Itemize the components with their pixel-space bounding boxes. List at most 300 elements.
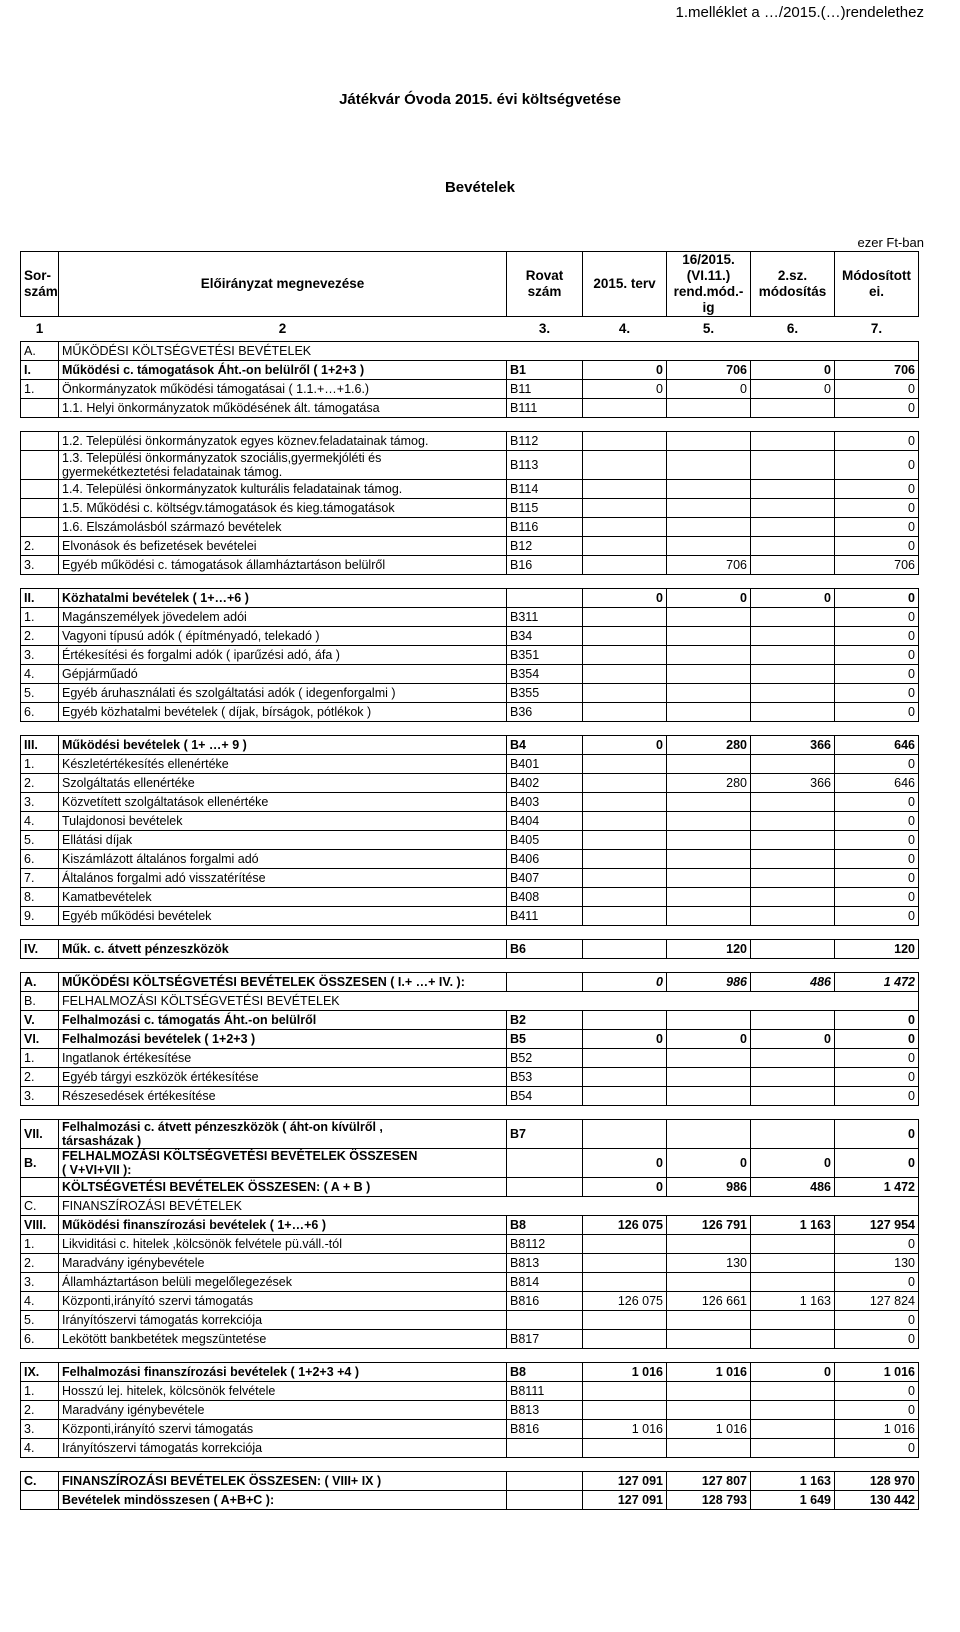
row-number: 1. — [21, 1235, 59, 1254]
row-description: Egyéb áruhasználati és szolgáltatási adók ( idegenforgalmi ) — [59, 684, 507, 703]
value-modositas — [751, 537, 835, 556]
value-modositas — [751, 1401, 835, 1420]
rovat-code: B402 — [507, 774, 583, 793]
row-description: 1.6. Elszámolásból származó bevételek — [59, 518, 507, 537]
spacer-row — [21, 418, 919, 432]
rovat-code: B8111 — [507, 1382, 583, 1401]
value-modositas — [751, 1087, 835, 1106]
value-modositas: 0 — [751, 1030, 835, 1049]
value-modositott: 646 — [835, 736, 919, 755]
rovat-code: B407 — [507, 869, 583, 888]
value-modositott: 1 016 — [835, 1363, 919, 1382]
rovat-code: B411 — [507, 907, 583, 926]
value-terv — [583, 1311, 667, 1330]
row-description: Kamatbevételek — [59, 888, 507, 907]
rovat-code: B111 — [507, 399, 583, 418]
value-modositas — [751, 432, 835, 451]
row-number: 4. — [21, 1439, 59, 1458]
value-modositas: 0 — [751, 1363, 835, 1382]
rovat-code — [507, 1149, 583, 1178]
value-modositott: 0 — [835, 1087, 919, 1106]
table-row — [21, 646, 919, 665]
value-terv — [583, 399, 667, 418]
rovat-code: B2 — [507, 1011, 583, 1030]
value-terv — [583, 518, 667, 537]
row-description: KÖLTSÉGVETÉSI BEVÉTELEK ÖSSZESEN: ( A + B ) — [59, 1178, 507, 1197]
value-modositott: 706 — [835, 361, 919, 380]
table-row — [21, 869, 919, 888]
value-modositas — [751, 703, 835, 722]
rovat-code: B54 — [507, 1087, 583, 1106]
row-number: 6. — [21, 703, 59, 722]
rovat-code — [507, 1472, 583, 1491]
rovat-code — [507, 1311, 583, 1330]
value-modositas — [751, 1330, 835, 1349]
row-number — [21, 480, 59, 499]
value-rendmod — [667, 907, 751, 926]
table-row — [21, 499, 919, 518]
value-modositott: 1 016 — [835, 1420, 919, 1439]
row-description: Kiszámlázott általános forgalmi adó — [59, 850, 507, 869]
value-modositas — [751, 1049, 835, 1068]
value-modositas — [751, 1311, 835, 1330]
row-description: Értékesítési és forgalmi adók ( iparűzési adó, áfa ) — [59, 646, 507, 665]
document-title: Játékvár Óvoda 2015. évi költségvetése — [339, 91, 621, 108]
row-description: Működési c. támogatások Áht.-on belülről ( 1+2+3 ) — [59, 361, 507, 380]
value-rendmod — [667, 1273, 751, 1292]
value-modositott: 0 — [835, 812, 919, 831]
value-modositas: 0 — [751, 589, 835, 608]
value-modositas: 1 163 — [751, 1216, 835, 1235]
row-number: 2. — [21, 1254, 59, 1273]
value-modositas: 1 163 — [751, 1472, 835, 1491]
spacer-row — [21, 722, 919, 736]
value-rendmod: 280 — [667, 736, 751, 755]
row-number: 1. — [21, 755, 59, 774]
rovat-code: B817 — [507, 1330, 583, 1349]
value-modositott: 0 — [835, 1120, 919, 1149]
row-number: C. — [21, 1472, 59, 1491]
value-rendmod — [667, 518, 751, 537]
rovat-code: B53 — [507, 1068, 583, 1087]
row-description: Központi,irányító szervi támogatás — [59, 1420, 507, 1439]
rovat-code: B814 — [507, 1273, 583, 1292]
row-number: II. — [21, 589, 59, 608]
table-row — [21, 774, 919, 793]
value-modositott: 0 — [835, 1311, 919, 1330]
rovat-code: B406 — [507, 850, 583, 869]
value-modositas: 366 — [751, 774, 835, 793]
column-number-row — [21, 317, 919, 342]
rovat-code: B11 — [507, 380, 583, 399]
spacer-cell — [21, 418, 919, 432]
row-number: 3. — [21, 646, 59, 665]
table-row — [21, 755, 919, 774]
value-rendmod — [667, 1382, 751, 1401]
value-modositott: 0 — [835, 499, 919, 518]
value-modositas — [751, 1254, 835, 1273]
value-modositott: 0 — [835, 589, 919, 608]
value-terv — [583, 1254, 667, 1273]
header-terv: 2015. terv — [583, 252, 667, 317]
header-megnevezes: Előirányzat megnevezése — [59, 252, 507, 317]
table-row — [21, 556, 919, 575]
rovat-code: B34 — [507, 627, 583, 646]
value-modositas — [751, 627, 835, 646]
value-modositas: 486 — [751, 973, 835, 992]
value-modositas — [751, 499, 835, 518]
row-number: A. — [21, 973, 59, 992]
table-row — [21, 1472, 919, 1491]
value-modositas — [751, 1120, 835, 1149]
row-number: A. — [21, 342, 59, 361]
colnum: 7. — [870, 321, 883, 336]
value-rendmod: 280 — [667, 774, 751, 793]
rovat-code: B816 — [507, 1420, 583, 1439]
rovat-code: B8 — [507, 1363, 583, 1382]
table-body — [21, 342, 919, 1510]
row-description: 1.2. Települési önkormányzatok egyes köznev.feladatainak támog. — [59, 432, 507, 451]
value-modositas — [751, 755, 835, 774]
value-modositas: 1 163 — [751, 1292, 835, 1311]
row-description: Működési bevételek ( 1+ …+ 9 ) — [59, 736, 507, 755]
row-number: 3. — [21, 1273, 59, 1292]
row-description: 1.4. Települési önkormányzatok kulturális feladatainak támog. — [59, 480, 507, 499]
row-number: 5. — [21, 831, 59, 850]
rovat-code: B1 — [507, 361, 583, 380]
row-number: 9. — [21, 907, 59, 926]
value-terv: 0 — [583, 1030, 667, 1049]
table-row — [21, 1216, 919, 1235]
value-modositas — [751, 888, 835, 907]
table-row — [21, 1311, 919, 1330]
value-modositas — [751, 608, 835, 627]
spacer-row — [21, 575, 919, 589]
row-description: Közhatalmi bevételek ( 1+…+6 ) — [59, 589, 507, 608]
row-number — [21, 432, 59, 451]
value-rendmod: 0 — [667, 380, 751, 399]
value-rendmod: 128 793 — [667, 1491, 751, 1510]
value-terv — [583, 888, 667, 907]
value-terv — [583, 774, 667, 793]
row-description: 1.5. Működési c. költségv.támogatások és kieg.támogatások — [59, 499, 507, 518]
section-heading-row — [21, 992, 919, 1011]
value-modositott: 130 — [835, 1254, 919, 1273]
row-number: 4. — [21, 1292, 59, 1311]
value-rendmod: 706 — [667, 361, 751, 380]
rovat-code — [507, 1439, 583, 1458]
value-modositott: 646 — [835, 774, 919, 793]
table-row — [21, 589, 919, 608]
row-description: Részesedések értékesítése — [59, 1087, 507, 1106]
row-number: 3. — [21, 1420, 59, 1439]
rovat-code: B114 — [507, 480, 583, 499]
row-number — [21, 1491, 59, 1510]
value-rendmod — [667, 1049, 751, 1068]
rovat-code: B403 — [507, 793, 583, 812]
value-rendmod — [667, 831, 751, 850]
value-rendmod — [667, 812, 751, 831]
value-modositott: 0 — [835, 432, 919, 451]
row-number — [21, 499, 59, 518]
value-modositott: 128 970 — [835, 1472, 919, 1491]
row-description: Ellátási díjak — [59, 831, 507, 850]
table-row — [21, 399, 919, 418]
document-subtitle: Bevételek — [444, 179, 516, 196]
value-terv: 0 — [583, 973, 667, 992]
value-terv — [583, 940, 667, 959]
value-modositas — [751, 451, 835, 480]
header-sorszam: Sor- szám — [21, 252, 59, 317]
value-modositott: 0 — [835, 1273, 919, 1292]
value-modositott: 127 824 — [835, 1292, 919, 1311]
rovat-code: B16 — [507, 556, 583, 575]
row-number: I. — [21, 361, 59, 380]
value-modositas — [751, 1273, 835, 1292]
value-terv: 0 — [583, 589, 667, 608]
table-row — [21, 1149, 919, 1178]
value-modositas — [751, 1068, 835, 1087]
value-terv: 0 — [583, 361, 667, 380]
spacer-cell — [21, 959, 919, 973]
value-rendmod: 126 791 — [667, 1216, 751, 1235]
row-number: IV. — [21, 940, 59, 959]
row-description: Önkormányzatok működési támogatásai ( 1.1.+…+1.6.) — [59, 380, 507, 399]
value-rendmod — [667, 703, 751, 722]
table-row — [21, 537, 919, 556]
value-rendmod — [667, 480, 751, 499]
value-modositott: 0 — [835, 1011, 919, 1030]
table-row — [21, 1068, 919, 1087]
row-description: Vagyoni típusú adók ( építményadó, telekadó ) — [59, 627, 507, 646]
value-terv — [583, 907, 667, 926]
value-terv — [583, 869, 667, 888]
spacer-row — [21, 1458, 919, 1472]
value-modositott: 0 — [835, 627, 919, 646]
value-modositas — [751, 518, 835, 537]
value-terv: 1 016 — [583, 1420, 667, 1439]
row-description: Szolgáltatás ellenértéke — [59, 774, 507, 793]
row-number: 2. — [21, 774, 59, 793]
value-rendmod: 986 — [667, 1178, 751, 1197]
table-row — [21, 432, 919, 451]
value-rendmod: 0 — [667, 1149, 751, 1178]
value-modositas — [751, 399, 835, 418]
value-modositott: 0 — [835, 399, 919, 418]
value-terv — [583, 1439, 667, 1458]
value-modositas: 366 — [751, 736, 835, 755]
row-description: Felhalmozási finanszírozási bevételek ( 1+2+3 +4 ) — [59, 1363, 507, 1382]
row-description: Készletértékesítés ellenértéke — [59, 755, 507, 774]
value-modositott: 0 — [835, 888, 919, 907]
table-row — [21, 518, 919, 537]
value-modositott: 0 — [835, 1330, 919, 1349]
value-terv — [583, 1068, 667, 1087]
value-terv — [583, 703, 667, 722]
value-rendmod — [667, 627, 751, 646]
value-modositott: 0 — [835, 1149, 919, 1178]
value-modositott: 0 — [835, 793, 919, 812]
rovat-code: B4 — [507, 736, 583, 755]
value-modositas — [751, 793, 835, 812]
value-modositas — [751, 1382, 835, 1401]
value-modositott: 0 — [835, 518, 919, 537]
value-modositott: 0 — [835, 608, 919, 627]
rovat-code: B408 — [507, 888, 583, 907]
value-terv — [583, 1120, 667, 1149]
value-terv — [583, 831, 667, 850]
spacer-cell — [21, 1349, 919, 1363]
table-row — [21, 812, 919, 831]
row-description: Egyéb működési c. támogatások államháztartáson belülről — [59, 556, 507, 575]
value-modositas: 0 — [751, 361, 835, 380]
value-rendmod — [667, 1011, 751, 1030]
rovat-code — [507, 973, 583, 992]
value-modositas: 0 — [751, 1149, 835, 1178]
value-rendmod — [667, 608, 751, 627]
value-modositas — [751, 1420, 835, 1439]
value-modositas — [751, 480, 835, 499]
table-row — [21, 627, 919, 646]
row-number — [21, 518, 59, 537]
row-number: C. — [21, 1197, 59, 1216]
row-description: Közvetített szolgáltatások ellenértéke — [59, 793, 507, 812]
rovat-code: B36 — [507, 703, 583, 722]
row-description: Irányítószervi támogatás korrekciója — [59, 1311, 507, 1330]
spacer-cell — [21, 722, 919, 736]
table-row — [21, 361, 919, 380]
value-terv — [583, 556, 667, 575]
value-modositas — [751, 907, 835, 926]
value-terv — [583, 812, 667, 831]
table-row — [21, 736, 919, 755]
value-modositas — [751, 812, 835, 831]
value-rendmod: 1 016 — [667, 1363, 751, 1382]
value-rendmod — [667, 646, 751, 665]
row-description: Lekötött bankbetétek megszüntetése — [59, 1330, 507, 1349]
value-modositott: 706 — [835, 556, 919, 575]
value-modositott: 0 — [835, 1439, 919, 1458]
value-modositott: 0 — [835, 1049, 919, 1068]
value-rendmod — [667, 1311, 751, 1330]
row-description: MŰKÖDÉSI KÖLTSÉGVETÉSI BEVÉTELEK ÖSSZESEN ( I.+ …+ IV. ): — [59, 973, 507, 992]
section-heading-row — [21, 1197, 919, 1216]
table-row — [21, 1401, 919, 1420]
value-rendmod — [667, 793, 751, 812]
value-modositott: 0 — [835, 755, 919, 774]
header-modositas: 2.sz. módosítás — [751, 252, 835, 317]
value-rendmod — [667, 1087, 751, 1106]
row-number: 3. — [21, 556, 59, 575]
row-number: 1. — [21, 1382, 59, 1401]
row-description: Államháztartáson belüli megelőlegezések — [59, 1273, 507, 1292]
rovat-code: B116 — [507, 518, 583, 537]
rovat-code — [507, 1491, 583, 1510]
value-modositott: 0 — [835, 1235, 919, 1254]
spacer-cell — [21, 1106, 919, 1120]
description-line: 1.3. Települési önkormányzatok szociális,gyermekjóléti és — [62, 451, 382, 465]
table-row — [21, 665, 919, 684]
row-description: Műk. c. átvett pénzeszközök — [59, 940, 507, 959]
rovat-code: B8112 — [507, 1235, 583, 1254]
rovat-code: B5 — [507, 1030, 583, 1049]
rovat-code: B8 — [507, 1216, 583, 1235]
value-rendmod: 120 — [667, 940, 751, 959]
value-modositas — [751, 1235, 835, 1254]
value-modositott: 120 — [835, 940, 919, 959]
rovat-code: B311 — [507, 608, 583, 627]
value-modositas — [751, 646, 835, 665]
rovat-code: B115 — [507, 499, 583, 518]
value-modositott: 0 — [835, 380, 919, 399]
row-description: Maradvány igénybevétele — [59, 1401, 507, 1420]
row-number: IX. — [21, 1363, 59, 1382]
value-rendmod — [667, 684, 751, 703]
table-row — [21, 1273, 919, 1292]
value-terv — [583, 499, 667, 518]
row-description: Maradvány igénybevétele — [59, 1254, 507, 1273]
row-description: Tulajdonosi bevételek — [59, 812, 507, 831]
value-terv: 127 091 — [583, 1472, 667, 1491]
value-terv — [583, 1049, 667, 1068]
value-rendmod — [667, 1235, 751, 1254]
description-line: Felhalmozási c. átvett pénzeszközök ( áht-on kívülről , — [62, 1120, 383, 1134]
unit-label: ezer Ft-ban — [857, 235, 924, 250]
rovat-code: B7 — [507, 1120, 583, 1149]
value-rendmod: 706 — [667, 556, 751, 575]
value-modositas — [751, 556, 835, 575]
value-modositott: 0 — [835, 1068, 919, 1087]
table-row — [21, 1363, 919, 1382]
description-line: ( V+VI+VII ): — [62, 1163, 132, 1177]
row-description: FINANSZÍROZÁSI BEVÉTELEK ÖSSZESEN: ( VIII+ IX ) — [59, 1472, 507, 1491]
row-number: 3. — [21, 1087, 59, 1106]
row-number: B. — [21, 992, 59, 1011]
value-modositott: 0 — [835, 831, 919, 850]
value-modositott: 0 — [835, 537, 919, 556]
value-modositott: 0 — [835, 907, 919, 926]
rovat-code — [507, 1178, 583, 1197]
row-description: Gépjárműadó — [59, 665, 507, 684]
table-row — [21, 973, 919, 992]
value-modositas: 1 649 — [751, 1491, 835, 1510]
rovat-code: B354 — [507, 665, 583, 684]
row-description: Felhalmozási bevételek ( 1+2+3 ) — [59, 1030, 507, 1049]
section-heading-row — [21, 342, 919, 361]
row-number: 4. — [21, 665, 59, 684]
rovat-code: B355 — [507, 684, 583, 703]
value-modositott: 0 — [835, 665, 919, 684]
rovat-code: B813 — [507, 1254, 583, 1273]
value-terv — [583, 684, 667, 703]
value-rendmod — [667, 850, 751, 869]
spacer-row — [21, 926, 919, 940]
value-modositott: 0 — [835, 1401, 919, 1420]
table-row — [21, 1254, 919, 1273]
table-row — [21, 831, 919, 850]
spacer-cell — [21, 575, 919, 589]
value-rendmod — [667, 1439, 751, 1458]
table-row — [21, 1491, 919, 1510]
row-number: VIII. — [21, 1216, 59, 1235]
row-number: 3. — [21, 793, 59, 812]
rovat-code: B816 — [507, 1292, 583, 1311]
value-modositott: 0 — [835, 703, 919, 722]
row-description: Irányítószervi támogatás korrekciója — [59, 1439, 507, 1458]
value-modositas — [751, 665, 835, 684]
row-number: 6. — [21, 850, 59, 869]
value-modositott: 127 954 — [835, 1216, 919, 1235]
